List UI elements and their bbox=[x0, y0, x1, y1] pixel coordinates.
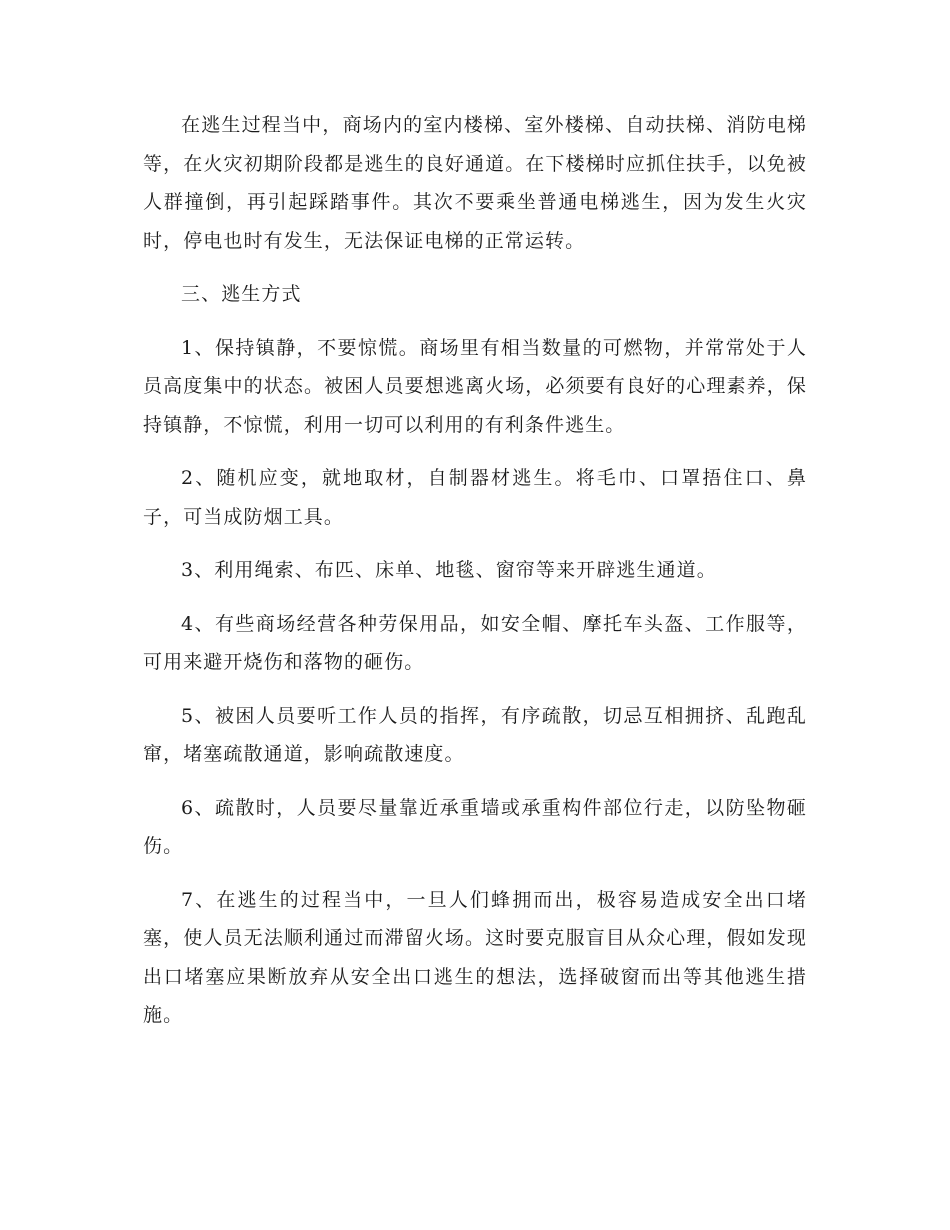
list-item-1: 1、保持镇静，不要惊慌。商场里有相当数量的可燃物，并常常处于人员高度集中的状态。被困人员要想逃离火场，必须要有良好的心理素养，保持镇静，不惊慌，利用一切可以利用的有利条件逃生。 bbox=[143, 336, 807, 436]
section-heading-escape-methods: 三、逃生方式 bbox=[181, 283, 302, 305]
list-item-7: 7、在逃生的过程当中，一旦人们蜂拥而出，极容易造成安全出口堵塞，使人员无法顺利通过而滞留火场。这时要克服盲目从众心理，假如发现出口堵塞应果断放弃从安全出口逃生的想法，选择破窗而出等其他逃生措施。 bbox=[143, 888, 807, 1026]
document-body bbox=[143, 106, 807, 1050]
list-item-3: 3、利用绳索、布匹、床单、地毯、窗帘等来开辟逃生通道。 bbox=[181, 559, 717, 581]
paragraph-escape-routes: 在逃生过程当中，商场内的室内楼梯、室外楼梯、自动扶梯、消防电梯等，在火灾初期阶段都是逃生的良好通道。在下楼梯时应抓住扶手，以免被人群撞倒，再引起踩踏事件。其次不要乘坐普通电梯逃生，因为发生火灾时，停电也时有发生，无法保证电梯的正常运转。 bbox=[143, 114, 807, 252]
list-item-4: 4、有些商场经营各种劳保用品，如安全帽、摩托车头盔、工作服等，可用来避开烧伤和落物的砸伤。 bbox=[143, 612, 807, 673]
list-item-2: 2、随机应变，就地取材，自制器材逃生。将毛巾、口罩捂住口、鼻子，可当成防烟工具。 bbox=[143, 467, 807, 528]
list-item-5: 5、被困人员要听工作人员的指挥，有序疏散，切忌互相拥挤、乱跑乱窜，堵塞疏散通道，影响疏散速度。 bbox=[143, 704, 807, 765]
list-item-6: 6、疏散时，人员要尽量靠近承重墙或承重构件部位行走，以防坠物砸伤。 bbox=[143, 796, 807, 857]
